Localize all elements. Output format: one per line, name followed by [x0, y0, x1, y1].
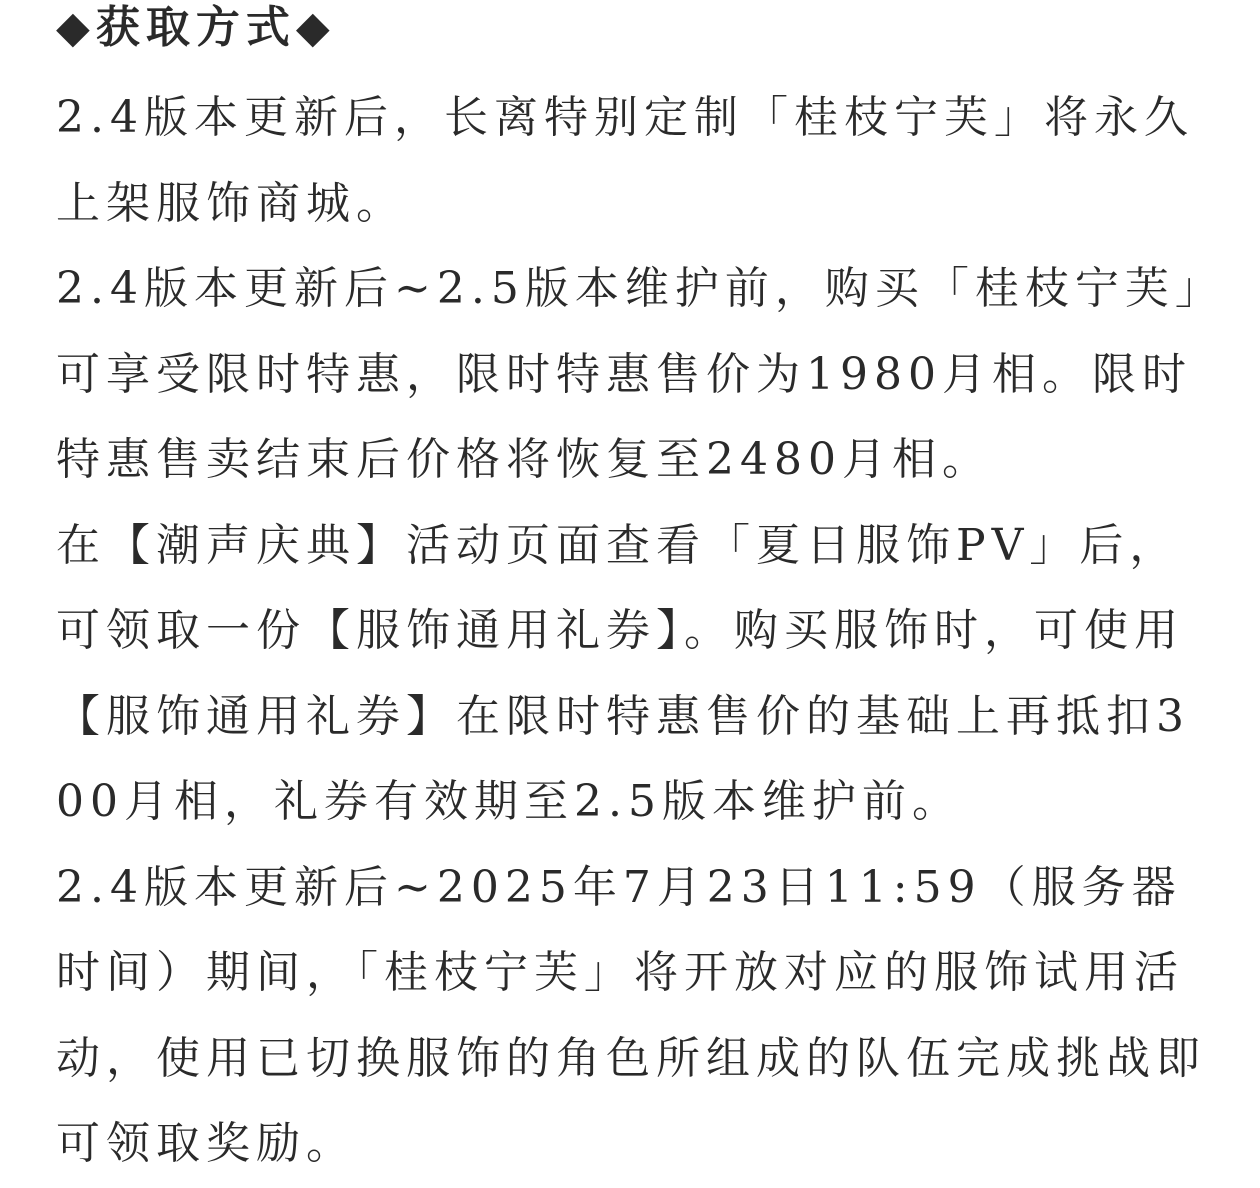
paragraph-permanent-listing: 2.4版本更新后，长离特别定制「桂枝宁芙」将永久上架服饰商城。	[56, 92, 1194, 229]
paragraph-limited-discount: 2.4版本更新后~2.5版本维护前，购买「桂枝宁芙」可享受限时特惠，限时特惠售价为1980月相。限时特惠售卖结束后价格将恢复至2480月相。	[56, 263, 1203, 485]
paragraph-trial-event: 2.4版本更新后~2025年7月23日11:59（服务器时间）期间，「桂枝宁芙」将开放对应的服饰试用活动，使用已切换服饰的角色所组成的队伍完成挑战即可领取奖励。	[56, 861, 1206, 1169]
section-heading: ◆获取方式◆	[56, 2, 336, 53]
paragraph-voucher: 在【潮声庆典】活动页面查看「夏日服饰PV」后，可领取一份【服饰通用礼券】。购买服饰时，可使用【服饰通用礼券】在限时特惠售价的基础上再抵扣300月相，礼券有效期至2.5版本维护前。	[56, 519, 1190, 827]
document-body	[56, 0, 1206, 1187]
